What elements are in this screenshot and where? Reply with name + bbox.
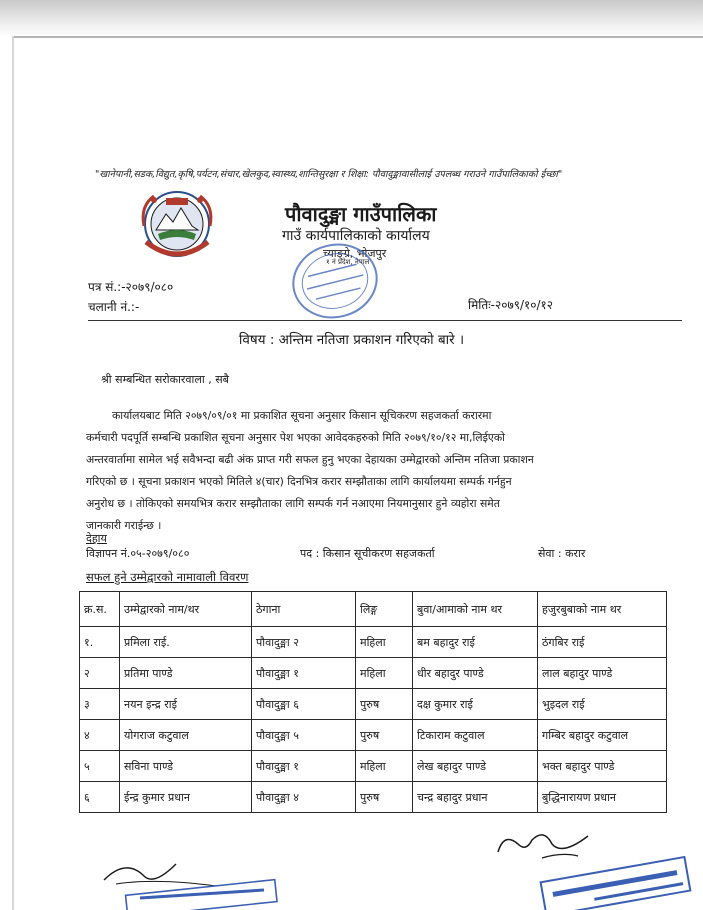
cell-address: पौवादुङ्मा ६ — [252, 689, 356, 720]
cell-name: प्रमिला राई. — [120, 627, 252, 658]
candidate-list-heading: सफल हुने उम्मेद्वारको नामावाली विवरण — [86, 570, 249, 584]
details-heading: देहाय — [86, 532, 107, 545]
dispatch-number: चलानी नं.:- — [88, 300, 140, 314]
cell-name: सविना पाण्डे — [120, 751, 252, 782]
cell-gender: पुरुष — [356, 720, 413, 751]
addressee: श्री सम्बन्धित सरोकारवाला , सबै — [101, 373, 229, 386]
cell-name: प्रतिमा पाण्डे — [120, 658, 252, 689]
col-address: ठेगाना — [252, 592, 356, 627]
office-subtitle: गाउँ कार्यपालिकाको कार्यालय — [282, 228, 430, 244]
col-candidate-name: उम्मेद्वारको नाम/थर — [120, 592, 252, 627]
cell-parent: बम बहादुर राई — [413, 627, 538, 658]
cell-serial: ६ — [80, 782, 120, 813]
letter-date: मितिः-२०७९/१०/१२ — [468, 298, 553, 312]
page-edge-left — [12, 36, 14, 910]
body-line: जानकारी गराईन्छ । — [86, 519, 162, 532]
col-gender: लिङ्ग — [356, 592, 413, 627]
left-signature-stamp-icon — [96, 856, 286, 910]
cell-gender: महिला — [356, 751, 413, 782]
cell-parent: दक्ष कुमार राई — [413, 689, 538, 720]
cell-grandfather: गम्बिर बहादुर कटुवाल — [538, 720, 667, 751]
cell-gender: महिला — [356, 658, 413, 689]
cell-parent: चन्द्र बहादुर प्रधान — [413, 782, 538, 813]
cell-serial: ५ — [80, 751, 120, 782]
col-serial: क्र.स. — [80, 592, 120, 627]
candidate-table — [79, 591, 667, 813]
body-line: कार्यालयबाट मिति २०७९/०९/०१ मा प्रकाशित सूचना अनुसार किसान सूचिकरण सहजकर्ता करारमा — [112, 409, 492, 422]
cell-address: पौवादुङ्मा ५ — [252, 720, 356, 751]
cell-grandfather: भक्त बहादुर पाण्डे — [538, 751, 667, 782]
table-row — [80, 689, 667, 720]
body-line: कर्मचारी पदपूर्ति सम्बन्धि प्रकाशित सूचना अनुसार पेश भएका आवेदकहरुको मिति २०७९/१०/१२ मा,लिईएको — [86, 431, 505, 444]
col-grandfather-name: हजुरबुबाको नाम थर — [538, 592, 667, 627]
body-line: गरिएको छ । सूचना प्रकाशन भएको मितिले ४(चार) दिनभित्र करार सम्झौताका लागि कार्यालयमा सम्पर्क गर्नहुन — [86, 475, 512, 488]
cell-gender: महिला — [356, 627, 413, 658]
table-row — [80, 782, 667, 813]
office-place: च्याङ्ग्रे, भोजपुर — [323, 247, 387, 260]
cell-parent: धीर बहादुर पाण्डे — [413, 658, 538, 689]
right-signature-stamp-icon — [492, 822, 692, 910]
subject-line: विषय : अन्तिम नतिजा प्रकाशन गरिएको बारे । — [238, 332, 465, 348]
body-line: अन्तरवार्तामा सामेल भई सवैभन्दा बढी अंक प्राप्त गरी सफल हुनु भएका देहायका उम्मेद्वारको अन्तिम नतिजा प्रकाशन — [86, 453, 534, 466]
cell-grandfather: ठंगबिर राई — [538, 627, 667, 658]
table-row — [80, 751, 667, 782]
page-edge — [12, 36, 703, 38]
cell-serial: १. — [80, 627, 120, 658]
table-row — [80, 658, 667, 689]
cell-address: पौवादुङ्मा ४ — [252, 782, 356, 813]
body-line: अनुरोध छ । तोकिएको समयभित्र करार सम्झौताका लागि सम्पर्क गर्न नआएमा नियमानुसार हुने व्यहोरा समेत — [86, 497, 500, 510]
cell-grandfather: लाल बहादुर पाण्डे — [538, 658, 667, 689]
cell-address: पौवादुङ्मा २ — [252, 627, 356, 658]
cell-grandfather: भुइदल राई — [538, 689, 667, 720]
scan-shadow — [0, 0, 703, 38]
header-divider — [88, 320, 682, 321]
reference-number: पत्र सं.:-२०७९/०८० — [88, 280, 174, 294]
service-type: सेवा : करार — [538, 547, 586, 560]
cell-name: ईन्द्र कुमार प्रधान — [120, 782, 252, 813]
cell-address: पौवादुङ्मा १ — [252, 658, 356, 689]
cell-parent: लेख बहादुर पाण्डे — [413, 751, 538, 782]
cell-grandfather: बुद्धिनारायण प्रधान — [538, 782, 667, 813]
table-row — [80, 720, 667, 751]
cell-serial: २ — [80, 658, 120, 689]
cell-serial: ३ — [80, 689, 120, 720]
advertisement-number: विज्ञापन नं.०५-२०७९/०८० — [86, 547, 190, 560]
post-name: पद : किसान सूचीकरण सहजकर्ता — [300, 547, 435, 560]
cell-serial: ४ — [80, 720, 120, 751]
body-paragraph — [86, 405, 638, 537]
cell-address: पौवादुङ्मा १ — [252, 751, 356, 782]
cell-parent: टिकाराम कटुवाल — [413, 720, 538, 751]
office-stamp-icon — [290, 240, 380, 322]
cell-gender: पुरुष — [356, 689, 413, 720]
cell-name: योगराज कटुवाल — [120, 720, 252, 751]
office-province: १ नं प्रदेश, नेपाल — [326, 258, 370, 266]
col-parent-name: बुवा/आमाको नाम थर — [413, 592, 538, 627]
municipality-title: पौवादुङ्मा गाउँपालिका — [285, 202, 437, 226]
municipality-motto: "खानेपानी,सडक,विद्युत,कृषि,पर्यटन,संचार,खेलकुद,स्वास्थ्य,शान्तिसुरक्षा र शिक्षा: पौवादुङ्मावासीलाई उपलब्ध गराउने गाउँपालिकाको ईच्छा" — [95, 169, 563, 180]
nepal-emblem-icon — [136, 186, 218, 264]
cell-gender: पुरुष — [356, 782, 413, 813]
table-row — [80, 627, 667, 658]
table-header-row — [80, 592, 667, 627]
cell-name: नयन इन्द्र राई — [120, 689, 252, 720]
